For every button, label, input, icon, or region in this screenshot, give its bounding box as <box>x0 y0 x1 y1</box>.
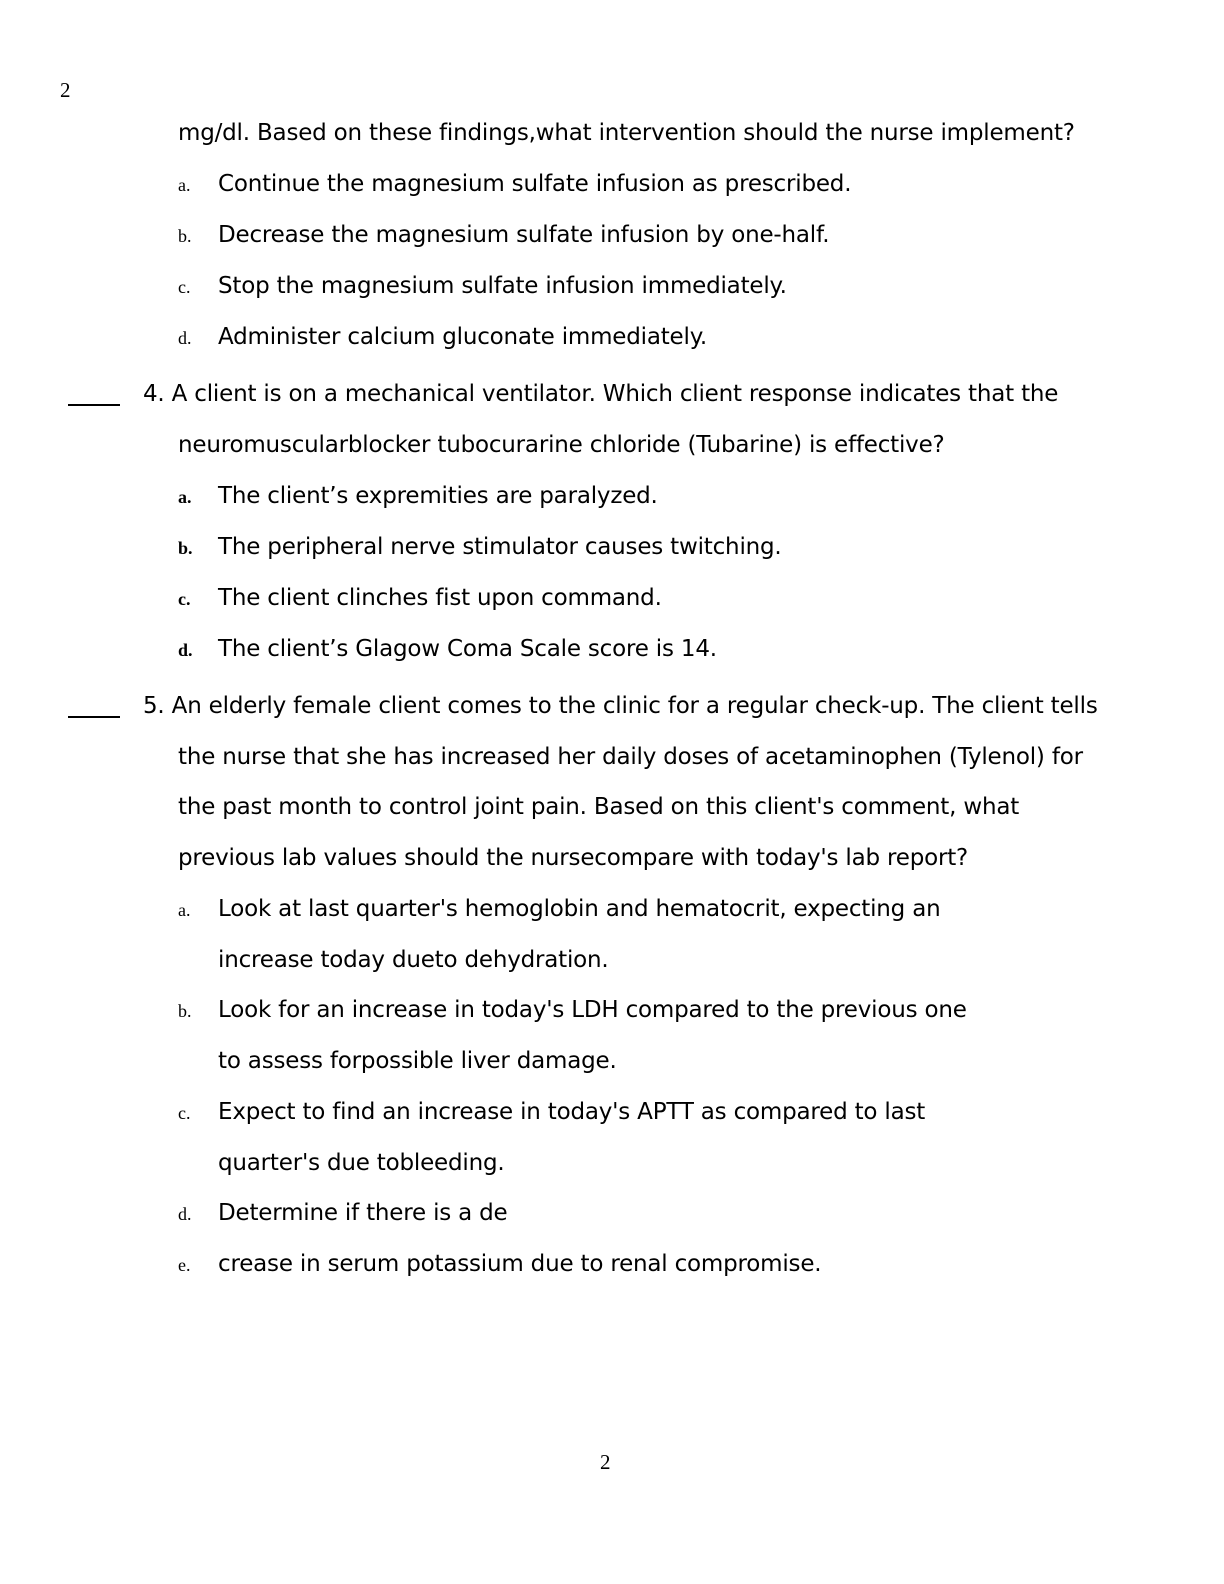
option-text: The peripheral nerve stimulator causes twitching. <box>218 534 782 560</box>
option-text: The client clinches fist upon command. <box>218 585 662 611</box>
q5-stem-line-1: 5. An elderly female client comes to the clinic for a regular check-up. The client tells <box>143 693 1098 719</box>
option-text: Determine if there is a de <box>218 1200 508 1226</box>
option-letter: d. <box>178 640 193 660</box>
option-text: Continue the magnesium sulfate infusion as prescribed. <box>218 171 852 197</box>
option-letter: c. <box>178 1103 191 1123</box>
q5-answer-blank[interactable] <box>68 716 120 718</box>
option-text: Look at last quarter's hemoglobin and hematocrit, expecting an <box>218 896 941 922</box>
option-text: The client’s Glagow Coma Scale score is 14. <box>218 636 717 662</box>
option-letter: a. <box>178 175 191 195</box>
option-letter: d. <box>178 328 192 348</box>
option-text: Expect to find an increase in today's APTT as compared to last <box>218 1099 926 1125</box>
option-letter: c. <box>178 277 191 297</box>
option-letter: c. <box>178 589 191 609</box>
q5-option-c-continuation: quarter's due tobleeding. <box>218 1150 505 1176</box>
option-letter: a. <box>178 487 192 507</box>
header-page-number: 2 <box>60 78 71 102</box>
q5-option-b-continuation: to assess forpossible liver damage. <box>218 1048 617 1074</box>
option-text: Stop the magnesium sulfate infusion immediately. <box>218 273 787 299</box>
option-letter: a. <box>178 900 191 920</box>
q5-stem-line-4: previous lab values should the nursecompare with today's lab report? <box>178 845 969 871</box>
q5-stem-line-3: the past month to control joint pain. Based on this client's comment, what <box>178 794 1020 820</box>
q3-stem-end: mg/dl. Based on these findings,what intervention should the nurse implement? <box>178 120 1075 146</box>
option-letter: d. <box>178 1204 192 1224</box>
q4-stem-line-2: neuromuscularblocker tubocurarine chloride (Tubarine) is effective? <box>178 432 945 458</box>
q4-stem-line-1: 4. A client is on a mechanical ventilator. Which client response indicates that the <box>143 381 1059 407</box>
footer-page-number: 2 <box>600 1450 611 1474</box>
option-text: Decrease the magnesium sulfate infusion by one-half. <box>218 222 830 248</box>
option-letter: b. <box>178 538 193 558</box>
q4-answer-blank[interactable] <box>68 404 120 406</box>
q5-stem-line-2: the nurse that she has increased her daily doses of acetaminophen (Tylenol) for <box>178 744 1083 770</box>
option-letter: b. <box>178 1001 192 1021</box>
option-text: crease in serum potassium due to renal compromise. <box>218 1251 822 1277</box>
q5-option-a-continuation: increase today dueto dehydration. <box>218 947 609 973</box>
option-text: Look for an increase in today's LDH compared to the previous one <box>218 997 967 1023</box>
option-text: The client’s expremities are paralyzed. <box>218 483 658 509</box>
option-letter: e. <box>178 1255 191 1275</box>
option-text: Administer calcium gluconate immediately. <box>218 324 707 350</box>
option-letter: b. <box>178 226 192 246</box>
